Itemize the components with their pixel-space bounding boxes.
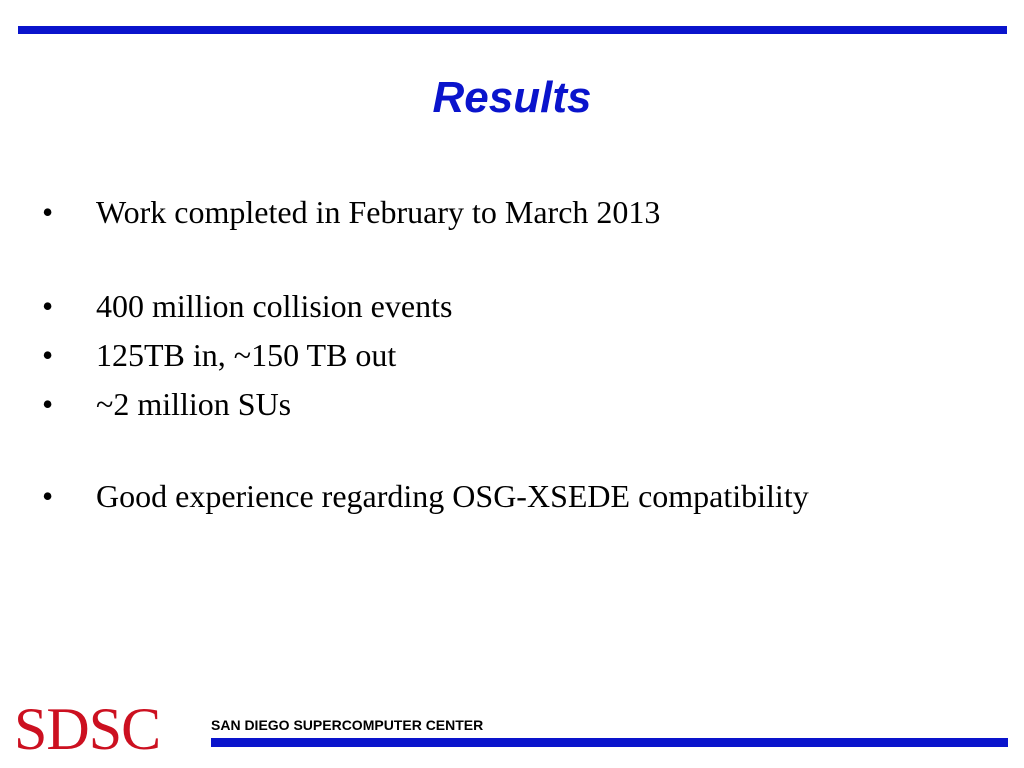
bullet-marker: • xyxy=(42,288,54,324)
footer-label: SAN DIEGO SUPERCOMPUTER CENTER xyxy=(211,717,484,733)
bullet-text: Work completed in February to March 2013 xyxy=(96,194,661,230)
bullet-marker: • xyxy=(42,478,54,514)
bullet-text: 125TB in, ~150 TB out xyxy=(96,337,397,373)
bottom-divider xyxy=(211,738,1008,747)
bullet-marker: • xyxy=(42,386,54,422)
bullet-text: 400 million collision events xyxy=(96,288,453,324)
bullet-marker: • xyxy=(42,194,54,230)
sdsc-logo: SDSC xyxy=(14,696,161,762)
bullet-text: ~2 million SUs xyxy=(96,386,292,422)
slide-title: Results xyxy=(432,73,592,122)
bullet-text: Good experience regarding OSG-XSEDE compatibility xyxy=(96,478,809,514)
bullet-marker: • xyxy=(42,337,54,373)
